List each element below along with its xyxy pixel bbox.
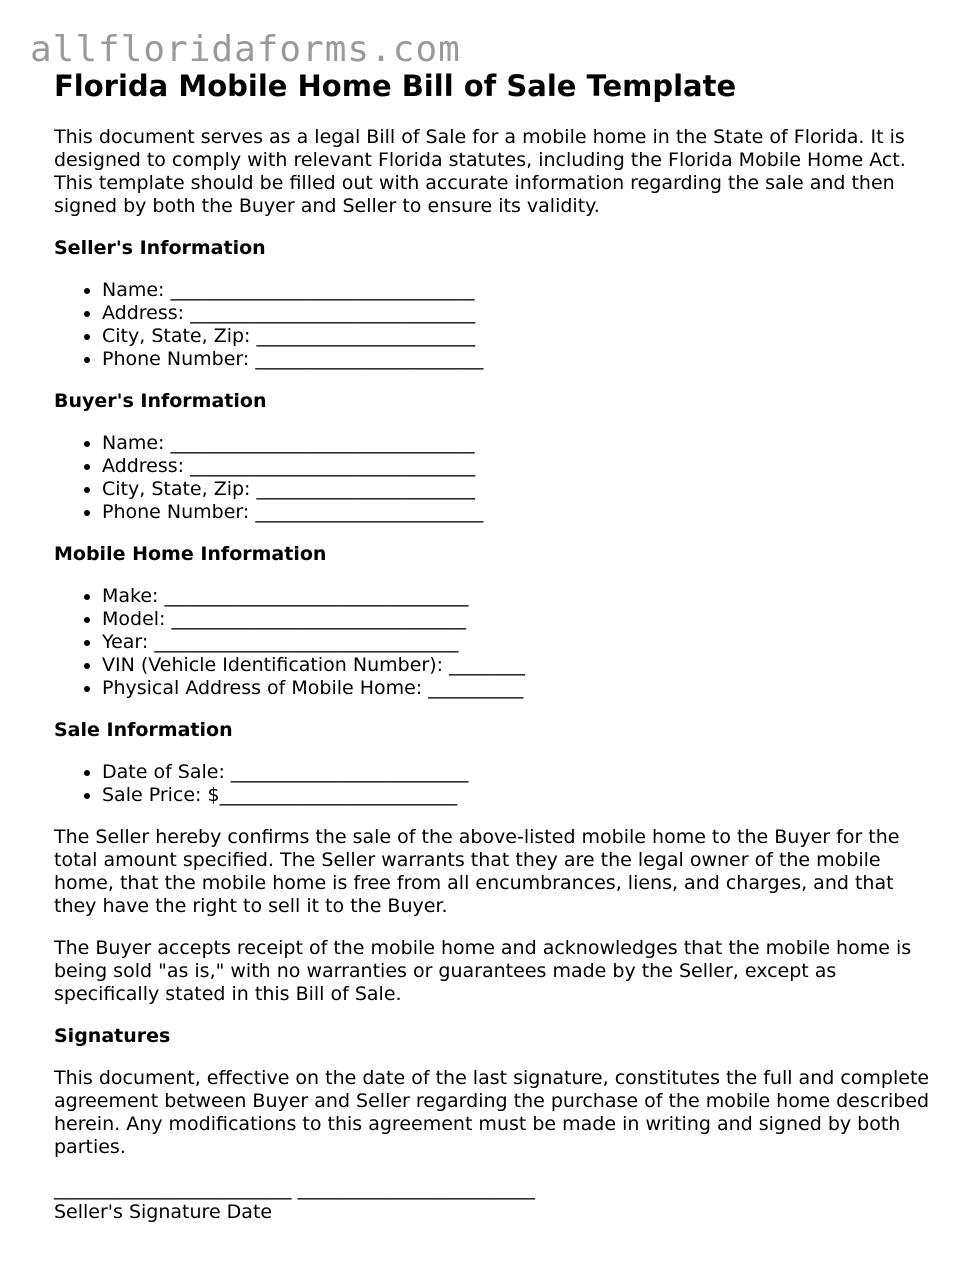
document-title: Florida Mobile Home Bill of Sale Template (54, 69, 737, 103)
seller-heading: Seller's Information (54, 237, 266, 259)
intro-paragraph: This document serves as a legal Bill of Sale for a mobile home in the State of Florida. It is designed to comply with relevant Florida statutes, including the Florida Mobile Home Act. This template should be filled out with accurate information regarding the sale and then signed by both the Buyer and Seller to ensure its validity. (54, 126, 906, 217)
sale-price-field: • Sale Price: $_________________________ (102, 784, 934, 807)
vin-field: • VIN (Vehicle Identification Number): ________ (102, 654, 934, 677)
watermark: allfloridaforms.com (30, 29, 461, 70)
seller-address-field: • Address: ______________________________ (102, 302, 934, 325)
sale-list (54, 761, 934, 807)
signature-caption: Seller's Signature Date (54, 1201, 273, 1223)
buyer-city-field: • City, State, Zip: _______________________ (102, 478, 934, 501)
seller-city-field: • City, State, Zip: _______________________ (102, 325, 934, 348)
mobile-home-list (54, 585, 934, 700)
signature-line: _________________________ _________________________ (54, 1178, 536, 1200)
sale-heading: Sale Information (54, 719, 233, 741)
make-field: • Make: ________________________________ (102, 585, 934, 608)
signatures-paragraph: This document, effective on the date of the last signature, constitutes the full and complete agreement between Buyer and Seller regarding the purchase of the mobile home described herein. Any modifications to this agreement must be made in writing and signed by both parties. (54, 1067, 930, 1158)
buyer-accepts-paragraph: The Buyer accepts receipt of the mobile home and acknowledges that the mobile home is being sold "as is," with no warranties or guarantees made by the Seller, except as specifically stated in this Bill of Sale. (54, 937, 912, 1005)
year-field: • Year: ________________________________ (102, 631, 934, 654)
document-page (54, 66, 934, 1224)
buyer-address-field: • Address: ______________________________ (102, 455, 934, 478)
model-field: • Model: _______________________________ (102, 608, 934, 631)
seller-name-field: • Name: ________________________________ (102, 279, 934, 302)
date-of-sale-field: • Date of Sale: _________________________ (102, 761, 934, 784)
seller-confirms-paragraph: The Seller hereby confirms the sale of the above-listed mobile home to the Buyer for the total amount specified. The Seller warrants that they are the legal owner of the mobile home, that the mobile home is free from all encumbrances, liens, and charges, and that they have the right to sell it to the Buyer. (54, 826, 900, 917)
buyer-heading: Buyer's Information (54, 390, 267, 412)
buyer-name-field: • Name: ________________________________ (102, 432, 934, 455)
seller-phone-field: • Phone Number: ________________________ (102, 348, 934, 371)
mobile-home-heading: Mobile Home Information (54, 543, 327, 565)
buyer-phone-field: • Phone Number: ________________________ (102, 501, 934, 524)
physical-address-field: • Physical Address of Mobile Home: __________ (102, 677, 934, 700)
seller-list (54, 279, 934, 371)
buyer-list (54, 432, 934, 524)
signatures-heading: Signatures (54, 1025, 171, 1047)
